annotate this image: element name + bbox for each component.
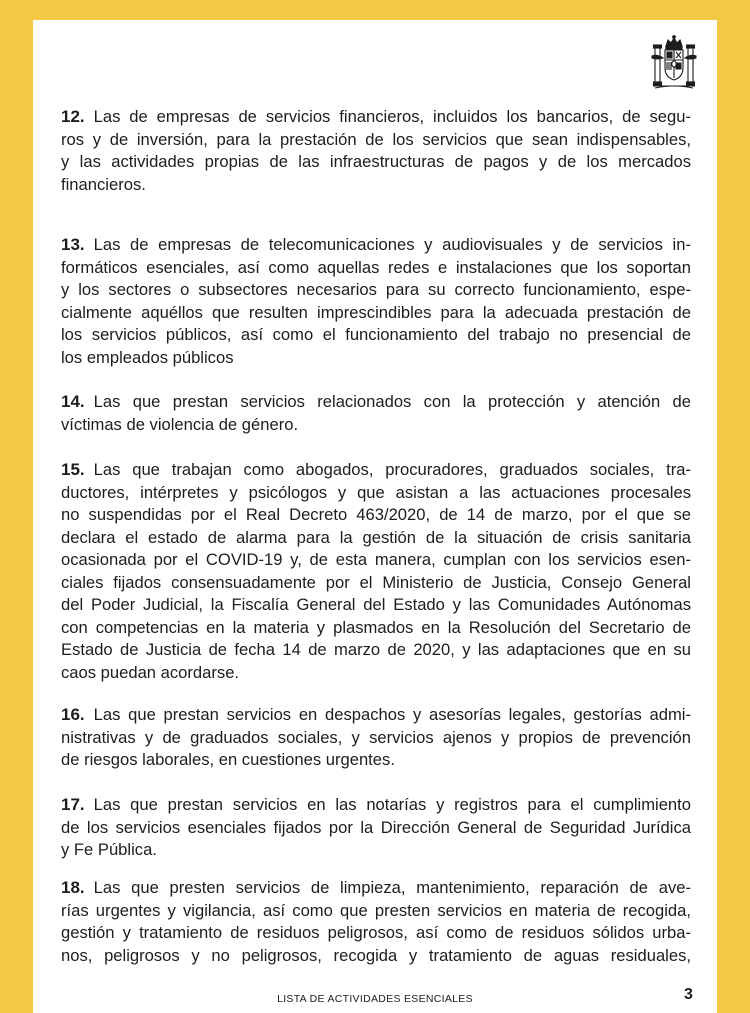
item-line	[61, 877, 691, 900]
item-text: Las que trabajan como abogados, procuradores, graduados sociales, tra-	[93, 460, 691, 479]
item-line	[61, 234, 691, 257]
list-item-14	[61, 391, 691, 436]
item-number: 13.	[61, 235, 85, 254]
item-line	[61, 459, 691, 482]
list-item-18	[61, 877, 691, 967]
item-line: no suspendidas por el Real Decreto 463/2020, de 14 de marzo, por el que se	[61, 505, 691, 524]
item-line: rías urgentes y vigilancia, así como que presten servicios en materia de recogida,	[61, 900, 691, 920]
item-line: con competencias en la materia y plasmados en la Resolución del Secretario de	[61, 617, 691, 637]
item-number: 14.	[61, 392, 85, 411]
item-line: cialmente aquéllos que resulten imprescindibles para la adecuada prestación de	[61, 302, 691, 322]
coat-of-arms-icon	[647, 34, 701, 90]
document-page	[33, 20, 717, 1013]
item-number: 15.	[61, 460, 85, 479]
item-text: Las de empresas de servicios financieros, incluidos los bancarios, de segu-	[93, 107, 691, 126]
item-line: ciales fijados consensuadamente por el Ministerio de Justicia, Consejo General	[61, 572, 691, 592]
item-line: los servicios públicos, así como el funcionamiento del trabajo no presencial de	[61, 325, 691, 344]
item-line	[61, 106, 691, 129]
item-text: Las que presten servicios de limpieza, mantenimiento, reparación de ave-	[93, 878, 691, 897]
footer-title: LISTA DE ACTIVIDADES ESENCIALES	[277, 993, 473, 1005]
item-number: 12.	[61, 107, 85, 126]
item-line: ros y de inversión, para la prestación de los servicios que sean indispensables,	[61, 129, 691, 149]
item-line: ocasionada por el COVID-19 y, de esta manera, cumplan con los servicios esen-	[61, 550, 691, 569]
item-line: y Fe Pública.	[61, 840, 157, 859]
item-number: 16.	[61, 705, 85, 724]
item-line: gestión y tratamiento de residuos peligrosos, así como de residuos sólidos urba-	[61, 923, 691, 942]
item-number: 18.	[61, 878, 85, 897]
item-line	[61, 704, 691, 727]
item-line: de los servicios esenciales fijados por la Dirección General de Seguridad Jurídica	[61, 817, 691, 837]
item-line: ductores, intérpretes y psicólogos y que asistan a las actuaciones procesales	[61, 482, 691, 502]
item-line: nistrativas y de graduados sociales, y servicios ajenos y propios de prevención	[61, 727, 691, 747]
list-item-12	[61, 106, 691, 196]
list-item-16	[61, 704, 691, 772]
item-line: Estado de Justicia de fecha 14 de marzo de 2020, y las adaptaciones que en su	[61, 640, 691, 659]
item-text: Las de empresas de telecomunicaciones y audiovisuales y de servicios in-	[93, 235, 691, 254]
item-text: Las que prestan servicios relacionados con la protección y atención de	[93, 392, 691, 411]
item-line: los empleados públicos	[61, 347, 234, 367]
item-text: Las que prestan servicios en despachos y asesorías legales, gestorías admi-	[93, 705, 691, 724]
list-item-13	[61, 234, 691, 369]
item-number: 17.	[61, 795, 85, 814]
item-line: formáticos esenciales, así como aquellas redes e instalaciones que los soportan	[61, 257, 691, 277]
item-line	[61, 391, 691, 414]
list-item-15	[61, 459, 691, 684]
item-line	[61, 794, 691, 817]
page-number: 3	[684, 986, 693, 1003]
list-item-17	[61, 794, 691, 862]
item-line: de riesgos laborales, en cuestiones urgentes.	[61, 750, 395, 769]
item-line: víctimas de violencia de género.	[61, 414, 299, 434]
item-line: del Poder Judicial, la Fiscalía General del Estado y las Comunidades Autónomas	[61, 595, 691, 614]
item-line: y las actividades propias de las infraestructuras de pagos y de los mercados	[61, 152, 691, 171]
item-line: caos puedan acordarse.	[61, 662, 240, 682]
item-line: nos, peligrosos y no peligrosos, recogida y tratamiento de aguas residuales,	[61, 945, 691, 965]
item-text: Las que prestan servicios en las notarías y registros para el cumplimiento	[93, 795, 691, 814]
item-line: financieros.	[61, 174, 146, 194]
item-line: y los sectores o subsectores necesarios para su correcto funcionamiento, espe-	[61, 280, 691, 299]
item-line: declara el estado de alarma para la gestión de la situación de crisis sanitaria	[61, 527, 691, 547]
